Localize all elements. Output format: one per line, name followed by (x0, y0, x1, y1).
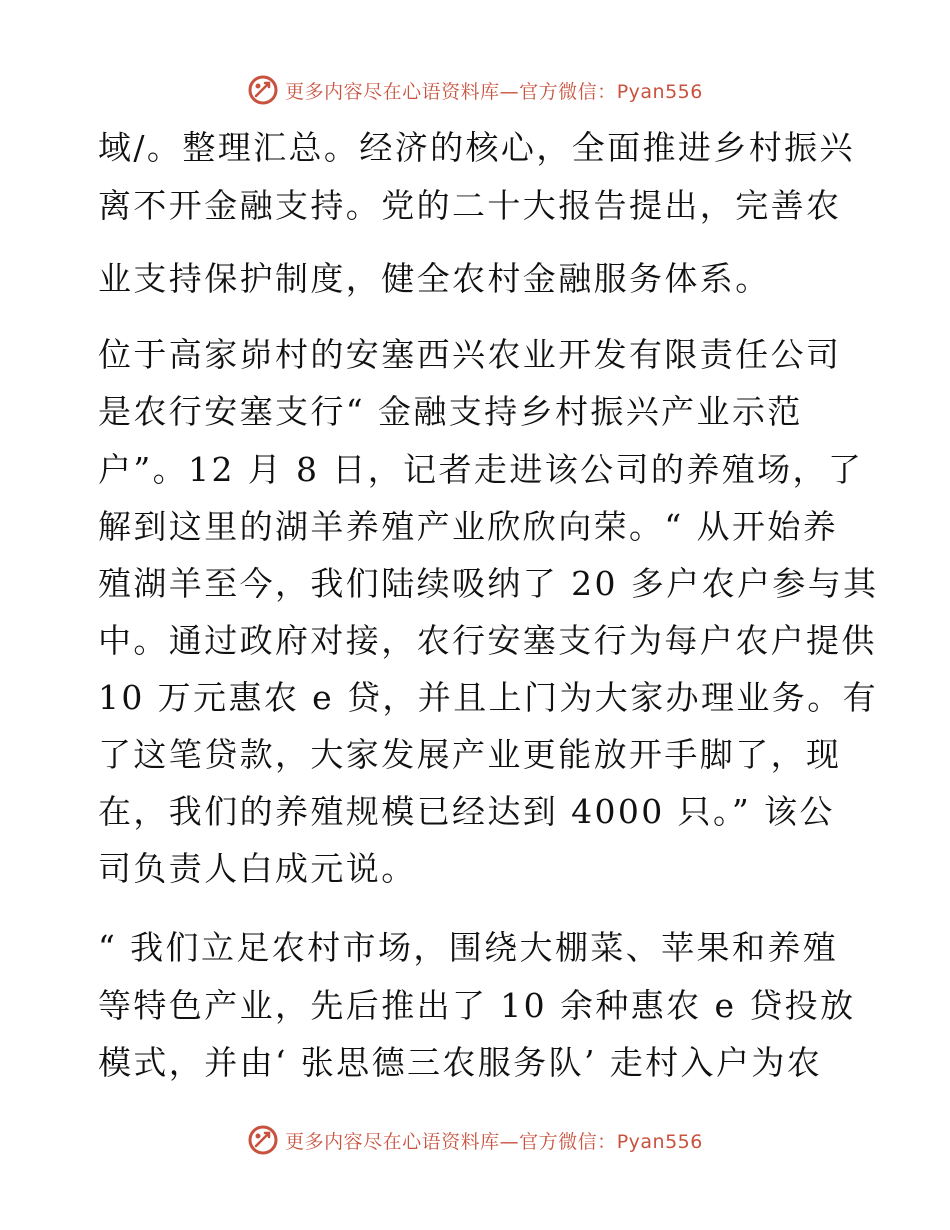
text-line: 域/。整理汇总。经济的核心，全面推进乡村振兴 (98, 128, 855, 167)
text-line: 10 万元惠农 e 贷，并且上门为大家办理业务。有 (98, 678, 878, 717)
text-line: 中。通过政府对接，农行安塞支行为每户农户提供 (98, 621, 877, 660)
text-line: “ 我们立足农村市场，围绕大棚菜、苹果和养殖 (98, 928, 839, 967)
text-line: 位于高家峁村的安塞西兴农业开发有限责任公司 (98, 335, 842, 374)
watermark-main: 更多内容尽在心语资料库 (285, 80, 500, 103)
watermark-dash: — (499, 1130, 520, 1153)
brand-logo-icon (247, 1124, 279, 1156)
watermark-main: 更多内容尽在心语资料库 (285, 1130, 500, 1153)
text-line: 户”。12 月 8 日，记者走进该公司的养殖场，了 (98, 450, 864, 489)
text-line: 了这笔贷款，大家发展产业更能放开手脚了，现 (98, 735, 842, 774)
watermark-text (285, 77, 703, 104)
text-line: 司负责人白成元说。 (98, 849, 417, 888)
watermark-footer (0, 1122, 950, 1158)
watermark-header (0, 72, 950, 108)
text-line: 模式，并由‘ 张思德三农服务队’ 走村入户为农 (98, 1043, 823, 1082)
watermark-text (285, 1127, 703, 1154)
watermark-wechat-label: 官方微信： (519, 1130, 617, 1153)
text-line: 离不开金融支持。党的二十大报告提出，完善农 (98, 186, 842, 225)
watermark-wechat-id: Pyan556 (616, 1130, 703, 1153)
watermark-dash: — (499, 80, 520, 103)
text-line: 在，我们的养殖规模已经达到 4000 只。” 该公 (98, 792, 835, 831)
watermark-wechat-label: 官方微信： (519, 80, 617, 103)
text-line: 业支持保护制度，健全农村金融服务体系。 (98, 259, 771, 298)
watermark-wechat-id: Pyan556 (616, 80, 703, 103)
text-line: 等特色产业，先后推出了 10 余种惠农 e 贷投放 (98, 986, 856, 1025)
text-line: 是农行安塞支行“ 金融支持乡村振兴产业示范 (98, 392, 803, 431)
text-line: 殖湖羊至今，我们陆续吸纳了 20 多户农户参与其 (98, 564, 879, 603)
text-line: 解到这里的湖羊养殖产业欣欣向荣。“ 从开始养 (98, 507, 839, 546)
brand-logo-icon (247, 74, 279, 106)
